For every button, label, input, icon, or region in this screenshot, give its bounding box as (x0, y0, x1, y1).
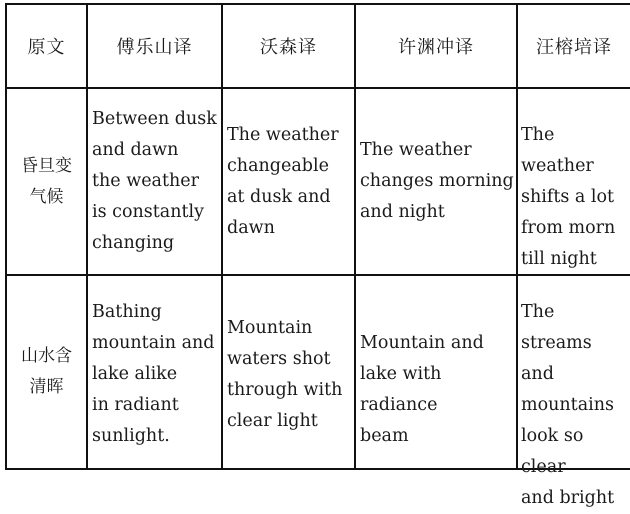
translation-cell: The weather changeable at dusk and dawn (227, 125, 339, 238)
row-source-text: 昏旦变 气候 (21, 155, 72, 207)
row-source-text: 山水含 清晖 (21, 346, 72, 397)
header-translator-wang: 汪榕培译 (536, 37, 612, 58)
header-translator-watson: 沃森译 (260, 37, 317, 58)
translation-cell: The streams and mountains look so clear and bright (521, 302, 615, 508)
header-translator-frodsham: 傅乐山译 (116, 37, 193, 58)
translation-cell: Mountain and lake with radiance beam (360, 333, 484, 446)
header-divider (5, 87, 630, 89)
translation-cell: The weather changes morning and night (360, 140, 514, 222)
translation-cell: The weather shifts a lot from morn till night (521, 125, 616, 269)
header-source: 原文 (27, 37, 66, 58)
translation-cell: Bathing mountain and lake alike in radiant sunlight. (92, 302, 215, 446)
header-translator-xu: 许渊冲译 (398, 37, 474, 58)
translation-cell: Between dusk and dawn the weather is constantly changing (92, 109, 217, 253)
translation-cell: Mountain waters shot through with clear light (227, 318, 343, 431)
